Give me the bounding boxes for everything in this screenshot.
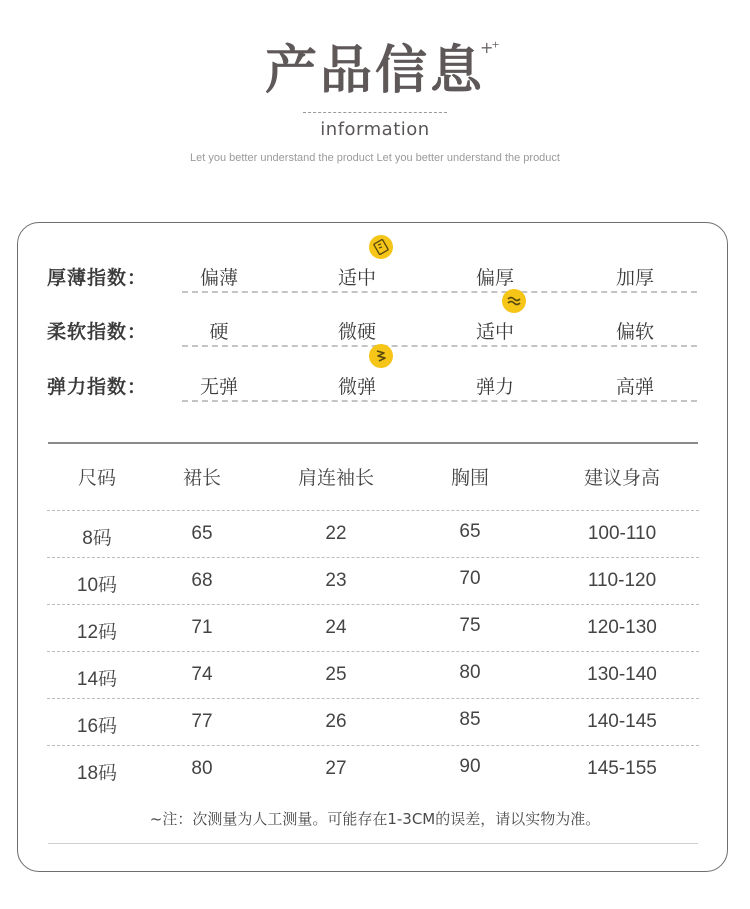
table-row <box>47 698 699 744</box>
spring-icon <box>369 344 393 368</box>
table-row <box>47 651 699 697</box>
cell-chest: 80 <box>459 662 481 683</box>
index-option: 偏软 <box>615 321 654 343</box>
dotted-divider <box>303 112 447 113</box>
index-option: 加厚 <box>615 267 654 289</box>
column-header: 胸围 <box>450 467 489 489</box>
index-row-elasticity <box>47 362 707 402</box>
table-row <box>47 557 699 603</box>
cell-size: 14码 <box>76 669 118 690</box>
wave-icon <box>502 289 526 313</box>
index-option: 偏厚 <box>475 267 514 289</box>
index-option: 弹力 <box>475 376 514 398</box>
cell-height: 145-155 <box>587 758 657 779</box>
index-row-thickness <box>47 253 707 293</box>
column-header: 裙长 <box>182 467 221 489</box>
cell-chest: 65 <box>459 521 481 542</box>
index-row-softness <box>47 307 707 347</box>
cell-chest: 90 <box>459 756 481 777</box>
cell-length: 74 <box>191 664 213 685</box>
cell-chest: 70 <box>459 568 481 589</box>
index-label: 弹力指数： <box>47 376 148 398</box>
table-row <box>47 604 699 650</box>
cell-length: 77 <box>191 711 213 732</box>
cell-length: 68 <box>191 570 213 591</box>
cell-size: 10码 <box>76 575 118 596</box>
cell-chest: 75 <box>459 615 481 636</box>
size-table-header <box>47 463 699 499</box>
cell-sleeve: 25 <box>325 664 347 685</box>
index-option: 微硬 <box>337 321 376 343</box>
cell-sleeve: 27 <box>325 758 347 779</box>
tagline: Let you better understand the product Let you better understand the product <box>190 152 560 164</box>
cell-height: 120-130 <box>587 617 657 638</box>
index-option: 高弹 <box>615 376 654 398</box>
dashed-underline <box>182 291 697 293</box>
index-label: 柔软指数： <box>47 321 148 343</box>
cell-sleeve: 24 <box>325 617 347 638</box>
measurement-note: ~注：次测量为人工测量。可能存在1-3CM的误差，请以实物为准。 <box>149 810 601 828</box>
cell-size: 16码 <box>76 716 118 737</box>
cell-sleeve: 23 <box>325 570 347 591</box>
index-option-selected: 适中 <box>337 267 376 289</box>
index-option-selected: 微弹 <box>337 376 376 398</box>
column-header: 建议身高 <box>583 467 660 489</box>
cell-size: 8码 <box>82 528 112 549</box>
section-divider <box>48 442 698 444</box>
cell-length: 80 <box>191 758 213 779</box>
index-option: 偏薄 <box>199 267 238 289</box>
dashed-underline <box>182 400 697 402</box>
cell-height: 100-110 <box>587 523 657 544</box>
page-title: 产品信息 <box>264 41 485 101</box>
index-option: 硬 <box>209 321 229 343</box>
cell-height: 110-120 <box>587 570 657 591</box>
index-option-selected: 适中 <box>475 321 514 343</box>
cell-size: 18码 <box>76 763 118 784</box>
sparkle-icon: +⁺ <box>480 38 498 57</box>
cell-length: 65 <box>191 523 213 544</box>
ruler-icon <box>369 235 393 259</box>
table-row <box>47 510 699 556</box>
cell-sleeve: 22 <box>325 523 347 544</box>
cell-length: 71 <box>191 617 213 638</box>
dashed-underline <box>182 345 697 347</box>
cell-size: 12码 <box>76 622 118 643</box>
index-label: 厚薄指数： <box>47 267 148 289</box>
column-header: 肩连袖长 <box>297 467 374 489</box>
cell-height: 140-145 <box>587 711 657 732</box>
cell-height: 130-140 <box>587 664 657 685</box>
cell-sleeve: 26 <box>325 711 347 732</box>
bottom-divider <box>48 843 698 844</box>
table-row <box>47 745 699 791</box>
column-header: 尺码 <box>77 467 116 489</box>
cell-chest: 85 <box>459 709 481 730</box>
subtitle: information <box>320 119 430 140</box>
index-option: 无弹 <box>199 376 238 398</box>
